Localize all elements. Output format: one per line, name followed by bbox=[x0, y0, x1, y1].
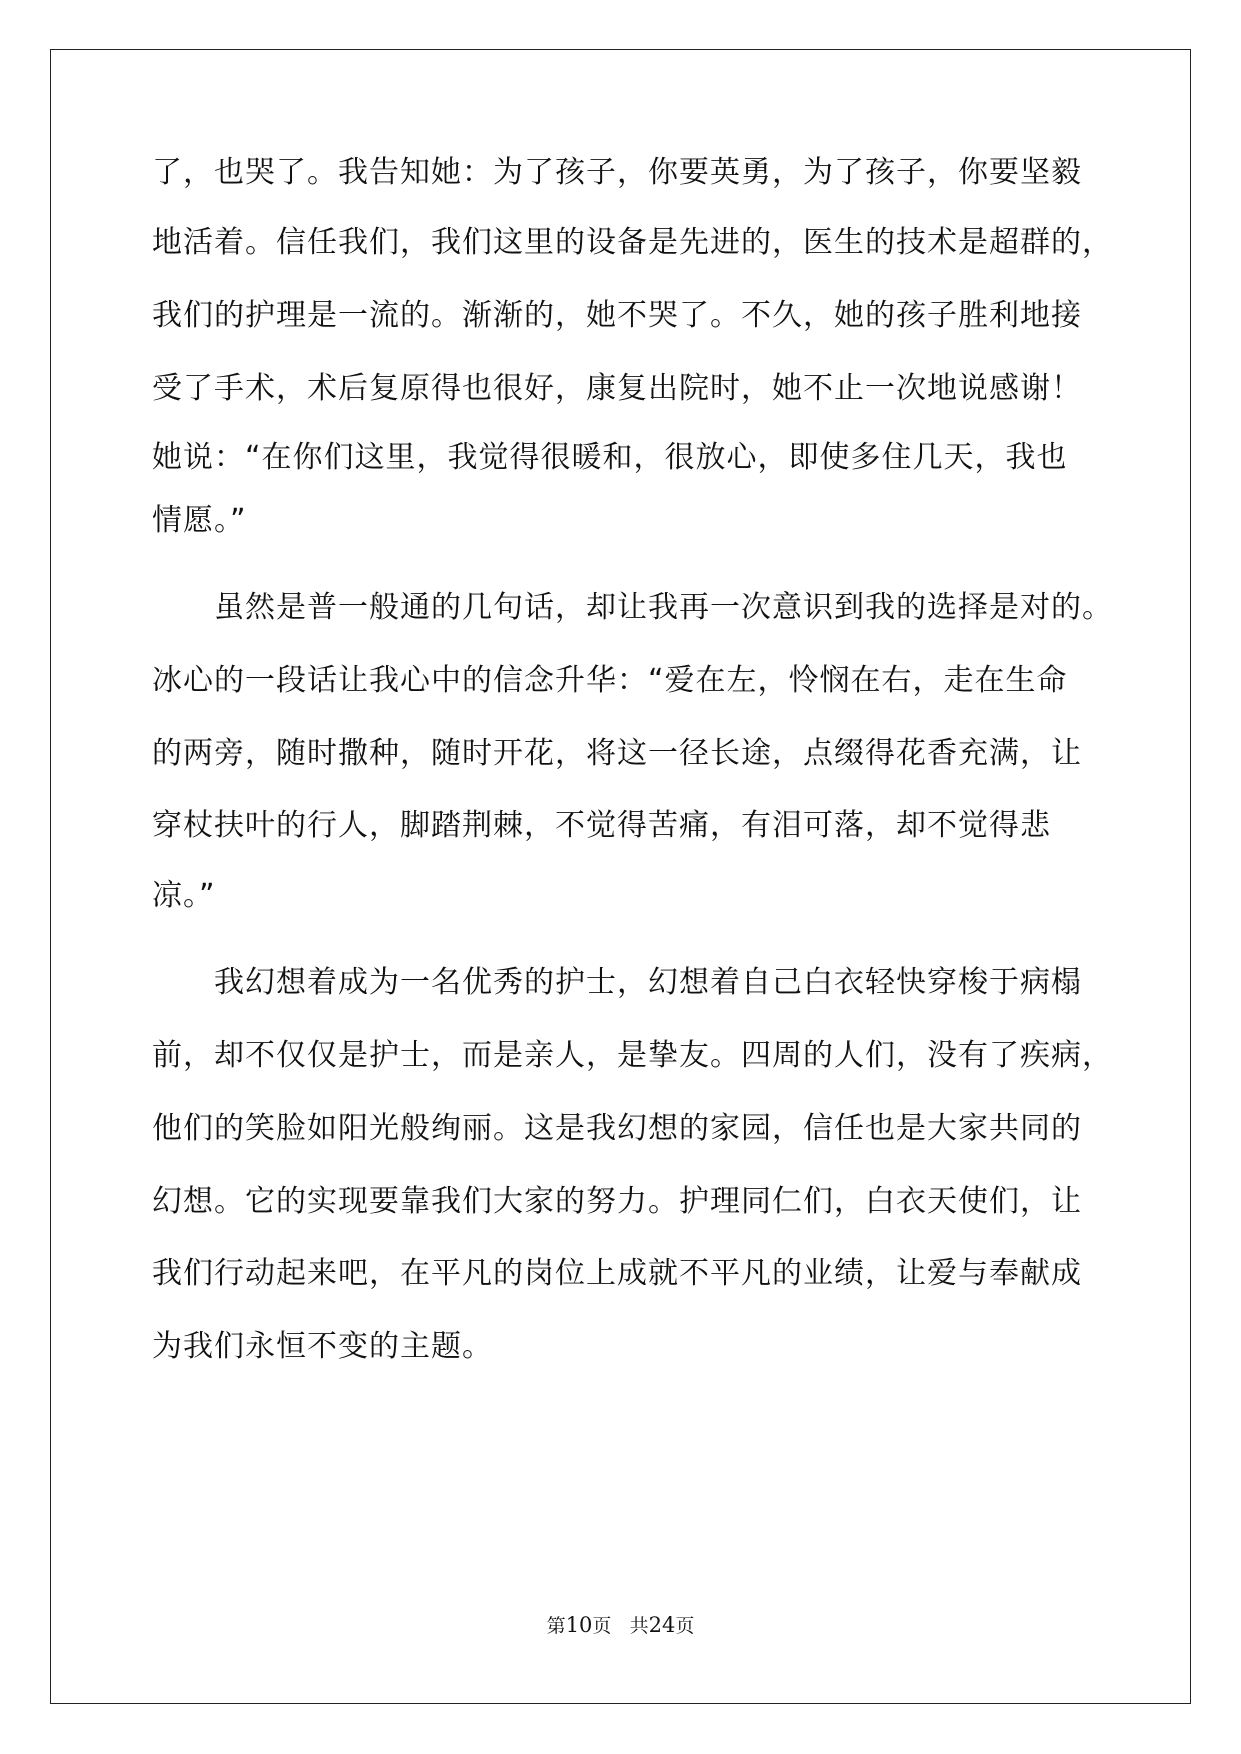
page-suffix: 页 bbox=[592, 1615, 612, 1637]
text-line: 地活着。信任我们，我们这里的设备是先进的，医生的技术是超群的， bbox=[152, 225, 1113, 260]
text-line: 幻想。它的实现要靠我们大家的努力。护理同仁们，白衣天使们，让 bbox=[152, 1184, 1082, 1219]
text-line: 我们行动起来吧，在平凡的岗位上成就不平凡的业绩，让爱与奉献成 bbox=[152, 1256, 1082, 1291]
total-suffix: 页 bbox=[675, 1615, 695, 1637]
text-line: 情愿。” bbox=[152, 503, 247, 538]
total-prefix: 共 bbox=[629, 1615, 649, 1637]
text-line: 了，也哭了。我告知她：为了孩子，你要英勇，为了孩子，你要坚毅 bbox=[152, 155, 1082, 190]
paragraph-first-line: 我幻想着成为一名优秀的护士，幻想着自己白衣轻快穿梭于病榻 bbox=[214, 965, 1082, 1000]
page-number: 10 bbox=[565, 1613, 593, 1637]
text-line: 穿杖扶叶的行人，脚踏荆棘，不觉得苦痛，有泪可落，却不觉得悲 bbox=[152, 808, 1051, 843]
text-line: 他们的笑脸如阳光般绚丽。这是我幻想的家园，信任也是大家共同的 bbox=[152, 1111, 1082, 1146]
text-line: 她说：“在你们这里，我觉得很暖和，很放心，即使多住几天，我也 bbox=[152, 440, 1068, 475]
text-line: 凉。” bbox=[152, 878, 216, 913]
text-line: 前，却不仅仅是护士，而是亲人，是挚友。四周的人们，没有了疾病， bbox=[152, 1038, 1113, 1073]
total-pages: 24 bbox=[648, 1613, 676, 1637]
text-line: 为我们永恒不变的主题。 bbox=[152, 1329, 493, 1364]
text-line: 我们的护理是一流的。渐渐的，她不哭了。不久，她的孩子胜利地接 bbox=[152, 298, 1082, 333]
page-prefix: 第 bbox=[546, 1615, 566, 1637]
text-line: 的两旁，随时撒种，随时开花，将这一径长途，点缀得花香充满，让 bbox=[152, 736, 1082, 771]
text-line: 受了手术，术后复原得也很好，康复出院时，她不止一次地说感谢！ bbox=[152, 371, 1082, 406]
page-footer bbox=[0, 1612, 1241, 1639]
text-line: 冰心的一段话让我心中的信念升华：“爱在左，怜悯在右，走在生命 bbox=[152, 663, 1068, 698]
paragraph-first-line: 虽然是普一般通的几句话，却让我再一次意识到我的选择是对的。 bbox=[214, 590, 1113, 625]
